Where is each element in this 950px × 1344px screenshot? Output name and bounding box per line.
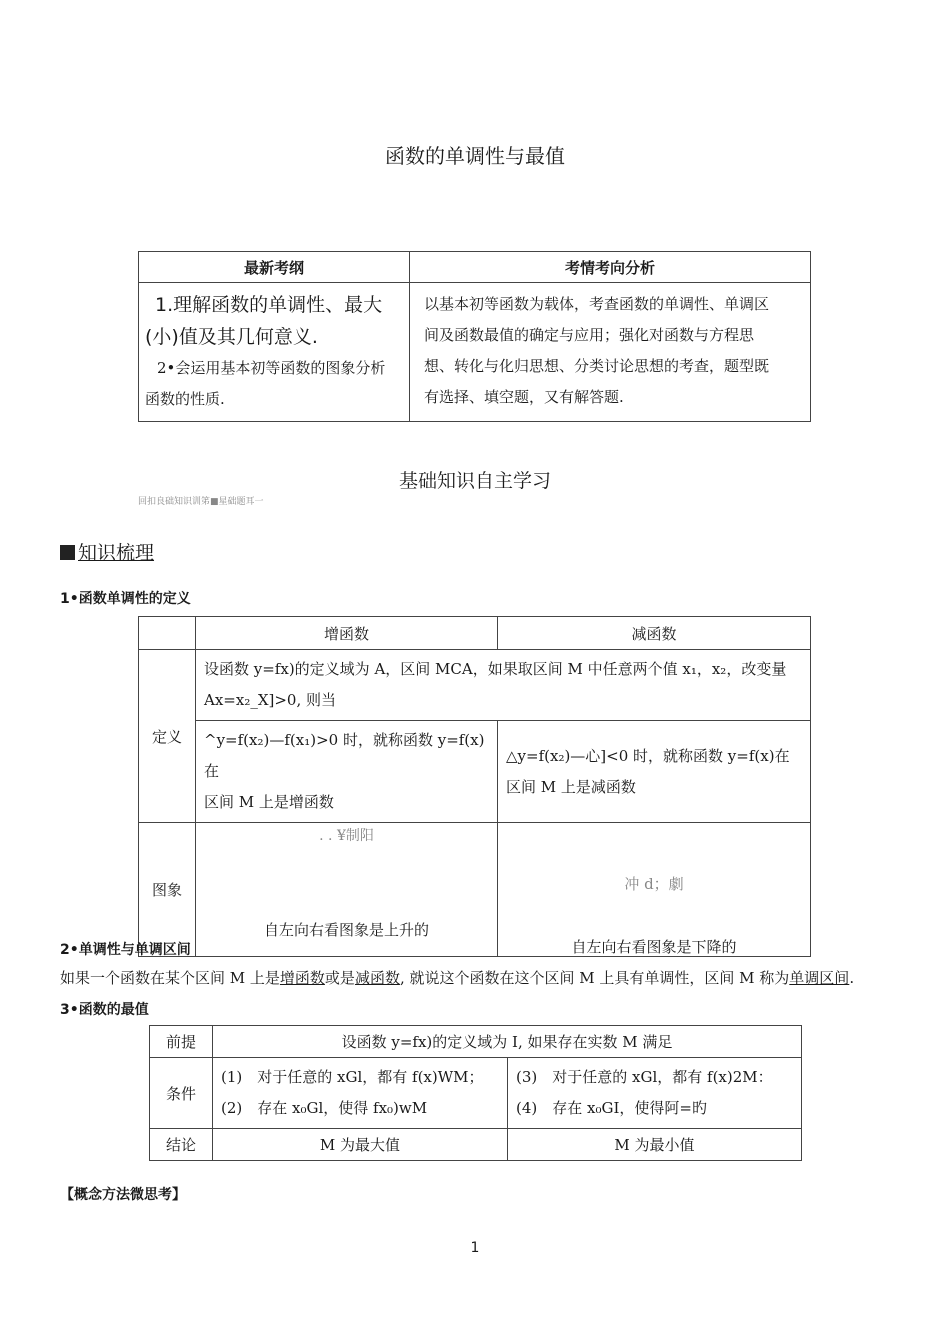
conclusion-max: M 为最大值	[213, 1129, 508, 1161]
analysis-line: 有选择、填空题，又有解答题.	[424, 388, 624, 406]
analysis-header: 考情考向分析	[410, 252, 811, 283]
page-number: 1	[470, 1240, 480, 1256]
corner-cell	[139, 617, 196, 650]
syllabus-line: 2•会运用基本初等函数的图象分析	[157, 359, 386, 377]
definition-increasing	[196, 721, 498, 823]
monotonicity-table	[138, 616, 811, 957]
para-text: , 就说这个函数在这个区间 M 上具有单调性，区间 M 称为	[399, 969, 790, 987]
decreasing-header: 减函数	[498, 617, 811, 650]
monotonic-interval-paragraph	[60, 967, 854, 988]
condition-label: 条件	[150, 1058, 213, 1129]
definition-label: 定义	[139, 650, 196, 823]
section-1-heading: 1•函数单调性的定义	[60, 591, 191, 607]
square-bullet-icon	[60, 545, 75, 560]
graph-caption: 自左向右看图象是上升的	[263, 921, 429, 939]
graph-caption: 自左向右看图象是下降的	[571, 938, 737, 956]
definition-text: ^y=f(x₂)—f(x₁)>0 时，就称函数 y=f(x)在	[204, 731, 485, 780]
extremum-table	[149, 1025, 802, 1161]
graph-decreasing	[498, 823, 811, 957]
concept-heading: 【概念方法微思考】	[60, 1187, 186, 1203]
definition-decreasing	[498, 721, 811, 823]
premise-label: 前提	[150, 1026, 213, 1058]
graph-residue: 冲 d；劇	[624, 875, 684, 893]
conclusion-min: M 为最小值	[508, 1129, 802, 1161]
condition-max	[213, 1058, 508, 1129]
condition-text: (1) 对于任意的 xGl，都有 f(x)WM；	[221, 1068, 484, 1086]
premise-text: 设函数 y=fx)的定义域为 I, 如果存在实数 M 满足	[213, 1026, 802, 1058]
analysis-cell	[410, 283, 811, 422]
definition-text: 区间 M 上是增函数	[204, 793, 334, 811]
syllabus-line: 函数的性质.	[145, 390, 225, 408]
underlined-term: 单调区间	[789, 969, 850, 987]
syllabus-header: 最新考纲	[139, 252, 410, 283]
section-title: 基础知识自主学习	[398, 470, 551, 492]
faint-caption: 回扣良础知识训笫■星础题耳一	[138, 497, 264, 507]
definition-text: △y=f(x₂)—心]<0 时，就称函数 y=f(x)在	[506, 746, 790, 765]
condition-text: (3) 对于任意的 xGl，都有 f(x)2M：	[516, 1068, 773, 1086]
page-title: 函数的单调性与最值	[385, 144, 565, 168]
syllabus-cell	[139, 283, 410, 422]
conclusion-label: 结论	[150, 1129, 213, 1161]
graph-label: 图象	[139, 823, 196, 957]
para-text: 或是	[324, 969, 355, 987]
condition-text: (2) 存在 x₀Gl，使得 fx₀)wM	[221, 1099, 428, 1117]
definition-text: 区间 M 上是减函数	[506, 777, 636, 796]
underlined-term: 减函数	[354, 969, 400, 987]
analysis-line: 间及函数最值的确定与应用；强化对函数与方程思	[424, 326, 755, 344]
syllabus-line: (小)值及其几何意义.	[145, 326, 318, 348]
underlined-term: 增函数	[279, 969, 325, 987]
section-3-heading: 3•函数的最值	[60, 1002, 149, 1018]
syllabus-table	[138, 251, 811, 422]
knowledge-heading	[60, 538, 154, 565]
condition-min	[508, 1058, 802, 1129]
para-text: .	[849, 969, 855, 987]
syllabus-line: 1.理解函数的单调性、最大	[155, 294, 383, 316]
analysis-line: 以基本初等函数为载体，考查函数的单调性、单调区	[424, 295, 770, 313]
definition-common	[196, 650, 811, 721]
para-text: 如果一个函数在某个区间 M 上是	[60, 969, 280, 987]
graph-residue: . . ¥制阳	[319, 828, 374, 844]
definition-text: 设函数 y=fx)的定义域为 A，区间 MCA，如果取区间 M 中任意两个值 x₁，x₂，改变量	[204, 660, 787, 678]
analysis-line: 想、转化与化归思想、分类讨论思想的考查，题型既	[424, 357, 770, 375]
knowledge-heading-text: 知识梳理	[78, 542, 155, 564]
condition-text: (4) 存在 x₀GI，使得阿=旳	[516, 1099, 707, 1117]
increasing-header: 增函数	[196, 617, 498, 650]
graph-increasing	[196, 823, 498, 957]
section-2-heading: 2•单调性与单调区间	[60, 942, 191, 958]
definition-text: Ax=x₂_X]>0, 则当	[204, 691, 337, 709]
